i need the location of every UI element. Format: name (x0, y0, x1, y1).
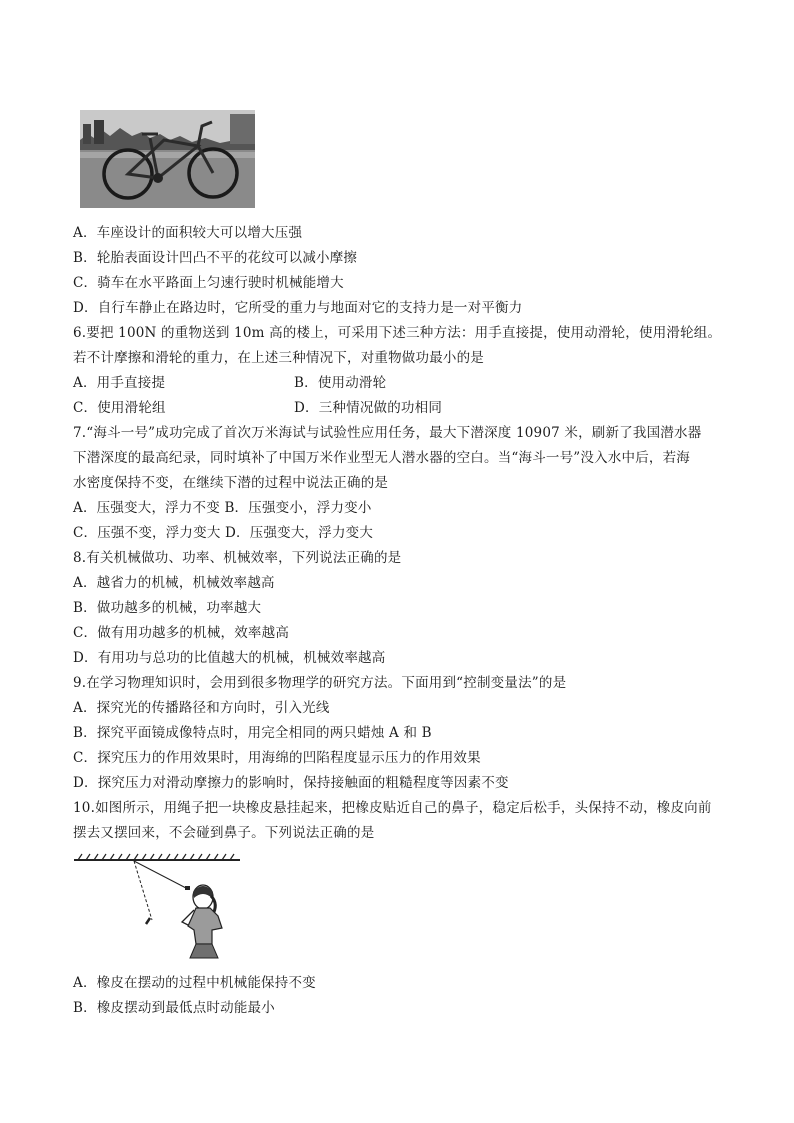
q6-stem-line-1: 6.要把 100N 的重物送到 10m 高的楼上，可采用下述三种方法：用手直接提，使用动滑轮，使用滑轮组。 (73, 325, 722, 341)
q7-stem-line-1: 7.“海斗一号”成功完成了首次万米海试与试验性应用任务，最大下潜深度 10907 米，刷新了我国潜水器 (73, 425, 702, 441)
q9-option-b: B．探究平面镜成像特点时，用完全相同的两只蜡烛 A 和 B (73, 725, 432, 741)
q7-options-row-2: C．压强不变，浮力变大 D．压强变大，浮力变大 (73, 525, 374, 541)
q6-stem-line-2: 若不计摩擦和滑轮的重力，在上述三种情况下，对重物做功最小的是 (73, 350, 484, 366)
q6-options-row-2 (73, 399, 443, 417)
q6-option-b: B．使用动滑轮 (294, 375, 387, 391)
q9-option-c: C．探究压力的作用效果时，用海绵的凹陷程度显示压力的作用效果 (73, 750, 481, 766)
q8-stem: 8.有关机械做功、功率、机械效率，下列说法正确的是 (73, 550, 402, 566)
q8-option-d: D．有用功与总功的比值越大的机械，机械效率越高 (73, 650, 386, 666)
q8-option-b: B．做功越多的机械，功率越大 (73, 600, 262, 616)
q6-option-a: A．用手直接提 (73, 375, 166, 391)
q9-stem: 9.在学习物理知识时，会用到很多物理学的研究方法。下面用到“控制变量法”的是 (73, 675, 567, 691)
q5-option-c: C．骑车在水平路面上匀速行驶时机械能增大 (73, 275, 344, 291)
q5-option-a: A．车座设计的面积较大可以增大压强 (73, 225, 303, 241)
bicycle-photo (80, 110, 255, 208)
q7-options-row-1: A．压强变大，浮力不变 B．压强变小，浮力变小 (73, 500, 372, 516)
q7-stem-line-3: 水密度保持不变，在继续下潜的过程中说法正确的是 (73, 475, 389, 491)
q9-option-a: A．探究光的传播路径和方向时，引入光线 (73, 700, 330, 716)
q8-option-a: A．越省力的机械，机械效率越高 (73, 575, 275, 591)
q10-option-b: B．橡皮摆动到最低点时动能最小 (73, 1000, 275, 1016)
q10-option-a: A．橡皮在摆动的过程中机械能保持不变 (73, 975, 316, 991)
q6-option-d: D．三种情况做的功相同 (294, 400, 443, 416)
q10-stem-line-2: 摆去又摆回来，不会碰到鼻子。下列说法正确的是 (73, 825, 375, 841)
q5-option-d: D．自行车静止在路边时，它所受的重力与地面对它的支持力是一对平衡力 (73, 300, 523, 316)
q8-option-c: C．做有用功越多的机械，效率越高 (73, 625, 290, 641)
q6-option-c: C．使用滑轮组 (73, 400, 166, 416)
q6-options-row-1 (73, 374, 387, 392)
q7-stem-line-2: 下潜深度的最高纪录，同时填补了中国万米作业型无人潜水器的空白。当“海斗一号”没入水中后，若海 (73, 450, 691, 466)
q9-option-d: D．探究压力对滑动摩擦力的影响时，保持接触面的粗糙程度等因素不变 (73, 775, 509, 791)
q10-stem-line-1: 10.如图所示，用绳子把一块橡皮悬挂起来，把橡皮贴近自己的鼻子，稳定后松手，头保持不动，橡皮向前 (73, 800, 712, 816)
q5-option-b: B．轮胎表面设计凹凸不平的花纹可以减小摩擦 (73, 250, 358, 266)
pendulum-eraser-figure (72, 852, 242, 960)
